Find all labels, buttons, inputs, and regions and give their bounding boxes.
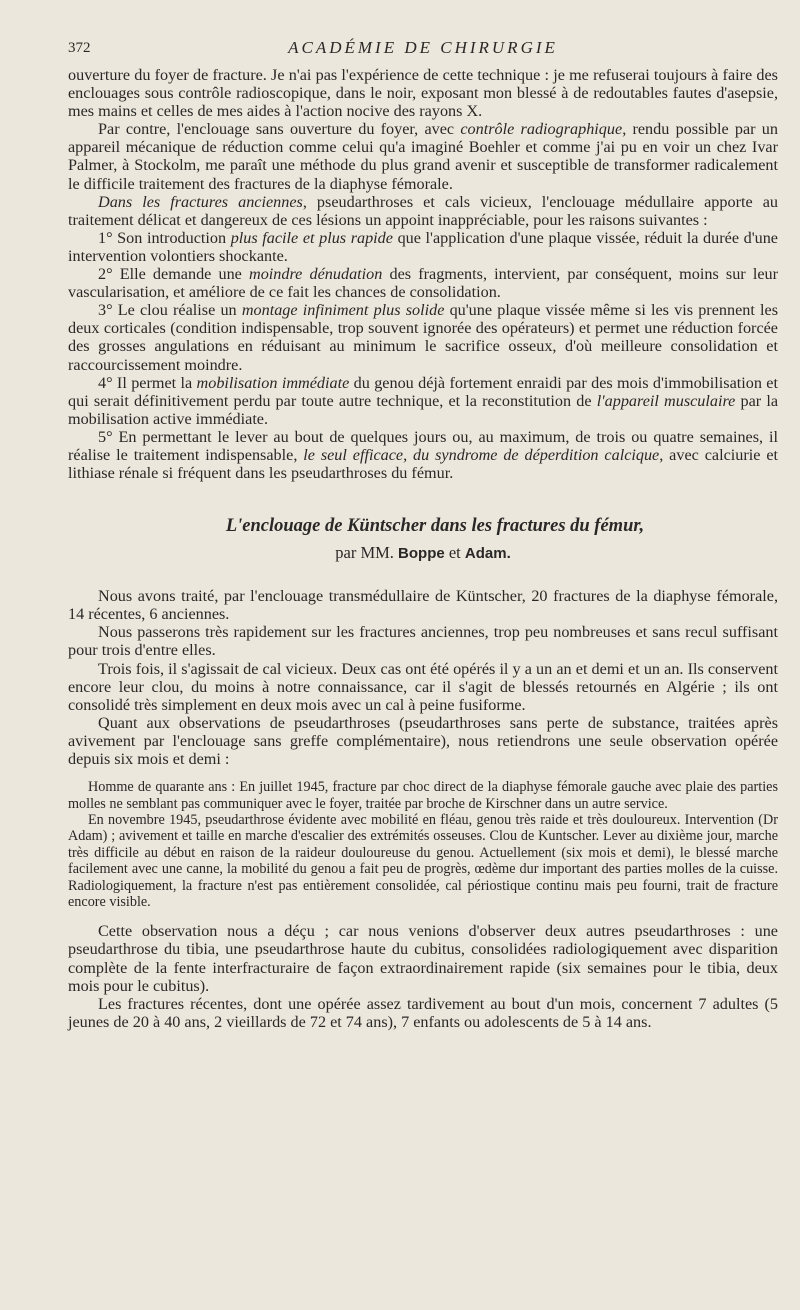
- body-paragraph: Les fractures récentes, dont une opérée assez tardivement au bout d'un mois, concernent 7 adultes (5 jeunes de 20 à 40 ans, 2 vieillards de 72 et 74 ans), 7 enfants ou adolescents de 5 à 14 ans.: [68, 994, 778, 1031]
- text-run: , pseudarthroses et cals vicieux, l'enclouage médullaire apporte au traitement délicat et dangereux de ces lésions un appoint inappréciable, pour les raisons suivantes :: [68, 192, 778, 229]
- page-header: [68, 36, 778, 66]
- body-paragraph: Quant aux observations de pseudarthroses (pseudarthroses sans perte de substance, traitées après avivement par l'enclouage sans greffe complémentaire), nous retiendrons une seule observation opérée depuis six mois et demi :: [68, 713, 778, 768]
- article-title: L'enclouage de Küntscher dans les fractures du fémur,: [225, 516, 645, 537]
- text-run: par la mobilisation active immédiate.: [68, 391, 779, 428]
- byline-prefix: par MM.: [335, 543, 394, 563]
- body-paragraph: Cette observation nous a déçu ; car nous venions d'observer deux autres pseudarthroses : une pseudarthrose du tibia, une pseudarthrose haute du cubitus, consolidées radiologiquement avec disparition complète de la fente interfracturaire de façon extraordinairement rapide (six semaines pour le tibia, deux mois pour le cubitus).: [68, 922, 778, 995]
- observation-paragraph: En novembre 1945, pseudarthrose évidente avec mobilité en fléau, genou très raide et très douloureux. Intervention (Dr Adam) ; avivement et taille en marche d'escalier des extrémités osseuses. Clou de Kuntscher. Lever au dixième jour, marche très difficile au début en raison de la raideur douloureuse du genou. Actuellement (six mois et demi), le blessé marche facilement avec une canne, la mobilité du genou a fait peu de progrès, œdème dur important des parties molles de la cuisse. Radiologiquement, la fracture n'est pas entièrement consolidée, cal périostique continu mais peu fourni, trait de fracture encore visible.: [68, 811, 778, 910]
- text-run: 1° Son introduction: [98, 228, 231, 247]
- italic-emphasis: moindre dénudation: [249, 265, 383, 284]
- article-body-continued: [68, 922, 778, 1031]
- italic-emphasis: le seul efficace, du syndrome de déperdition calcique: [303, 445, 660, 464]
- body-paragraph: Nous passerons très rapidement sur les fractures anciennes, trop peu nombreuses et sans recul suffisant pour trois d'entre elles.: [68, 623, 778, 660]
- observation-paragraph: Homme de quarante ans : En juillet 1945, fracture par choc direct de la diaphyse fémorale gauche avec plaie des parties molles ne semblant pas communiquer avec le foyer, traitée par broche de Kirschner dans un autre service.: [68, 779, 778, 812]
- italic-emphasis: mobilisation immédiate: [196, 373, 350, 392]
- text-run: ouverture du foyer de fracture. Je n'ai pas l'expérience de cette technique : je me refuserai toujours à faire des enclouages sous contrôle radioscopique, dans le noir, exposant mon blessé à de redoutables fautes d'asepsie, mes mains et celles de mes aides à l'action nocive des rayons X.: [68, 66, 778, 121]
- italic-emphasis: plus facile et plus rapide: [230, 228, 393, 247]
- author-boppe: Boppe: [398, 545, 445, 563]
- italic-emphasis: montage infiniment plus solide: [241, 301, 445, 320]
- previous-article-conclusion: [68, 66, 778, 482]
- article-byline: [68, 542, 778, 565]
- section-paragraph: [68, 229, 778, 265]
- case-observation: [68, 779, 778, 910]
- running-head: ACADÉMIE DE CHIRURGIE: [288, 38, 558, 57]
- text-run: , avec calciurie et lithiase rénale si fréquent dans les pseudarthroses du fémur.: [68, 445, 779, 483]
- text-run: , rendu possible par un appareil mécanique de réduction comme celui qu'a imaginé Boehler et comme j'ai pu en voir un chez Ivar Palmer, à Stockolm, me paraît une méthode du plus grand avenir et susceptible de transformer radicalement le difficile traitement des fractures de la diaphyse fémorale.: [68, 120, 778, 193]
- body-paragraph: Trois fois, il s'agissait de cal vicieux. Deux cas ont été opérés il y a un an et demi et un an. Ils conservent encore leur clou, du moins à notre connaissance, car il s'agit de blessés retournés en Algérie ; ils ont consolidé très simplement en deux mois avec un cal à peine fusiforme.: [68, 659, 778, 714]
- text-run: 5° En permettant le lever au bout de quelques jours ou, au maximum, de trois ou quatre semaines, il réalise le traitement indispensable,: [68, 427, 778, 464]
- section-paragraph: [68, 120, 778, 192]
- author-adam: Adam.: [464, 545, 511, 563]
- text-run: des fragments, intervient, par conséquent, moins sur leur vascularisation, et améliore de ce fait les chances de consolidation.: [68, 265, 778, 302]
- italic-emphasis: l'appareil musculaire: [596, 391, 736, 410]
- text-run: du genou déjà fortement enraidi par des mois d'immobilisation et qui serait définitivement perdu par toute autre technique, et la reconstitution de: [68, 373, 778, 410]
- section-paragraph: [68, 66, 778, 120]
- text-run: 3° Le clou réalise un: [98, 301, 242, 320]
- section-paragraph: [68, 301, 778, 373]
- byline-and: et: [448, 543, 461, 563]
- text-run: 4° Il permet la: [98, 373, 197, 392]
- body-paragraph: Nous avons traité, par l'enclouage transmédullaire de Küntscher, 20 fractures de la diaphyse fémorale, 14 récentes, 6 anciennes.: [68, 587, 778, 624]
- text-run: Par contre, l'enclouage sans ouverture du foyer, avec: [98, 120, 461, 139]
- section-paragraph: [68, 428, 778, 482]
- article-body: [68, 587, 778, 768]
- italic-emphasis: contrôle radiographique: [460, 120, 623, 139]
- section-paragraph: [68, 193, 778, 229]
- text-run: que l'application d'une plaque vissée, réduit la durée d'une intervention volontiers shockante.: [68, 228, 778, 265]
- section-paragraph: [68, 374, 778, 428]
- text-run: 2° Elle demande une: [98, 265, 250, 284]
- italic-emphasis: Dans les fractures anciennes: [98, 192, 303, 211]
- section-paragraph: [68, 265, 778, 301]
- page-number: 372: [68, 40, 91, 56]
- text-run: qu'une plaque vissée même si les vis prennent les deux corticales (condition indispensable, trop souvent ignorée des opérateurs) et permet une réduction forcée des grosses angulations en réduisant au minimum le sacrifice osseux, d'où meilleure consolidation et raccourcissement moindre.: [68, 301, 779, 374]
